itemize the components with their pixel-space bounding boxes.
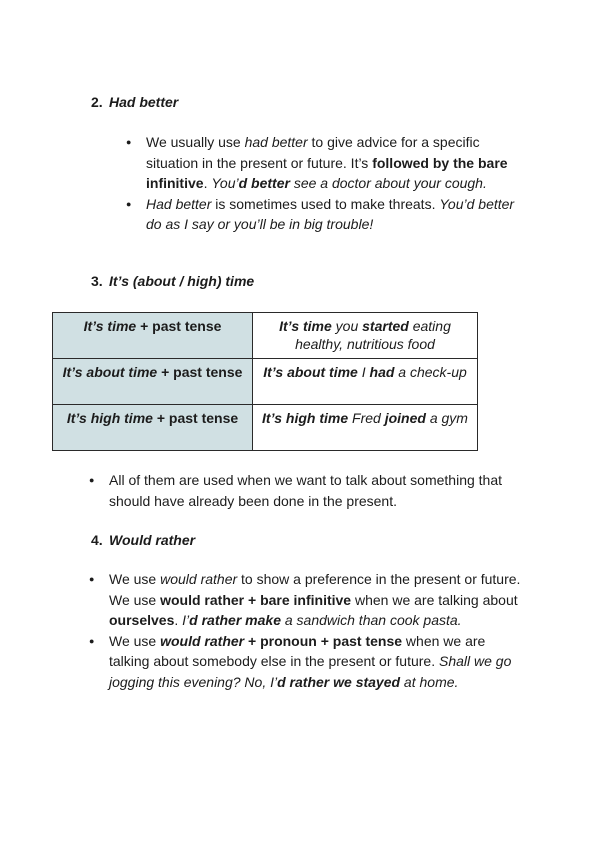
text-run: It’s about time [263,364,358,380]
heading-had-better [91,93,178,111]
heading-title: Would rather [109,532,196,548]
text-run: is sometimes used to make threats. [211,195,440,212]
text-run: We use [109,571,161,587]
text-run: followed by the bare infinitive [146,154,508,191]
text-run: I’ [182,612,190,628]
text-run: I [357,364,370,380]
its-time-table [52,312,478,451]
table-cell-structure [53,405,253,451]
text-run: . [203,175,212,191]
list-item [146,194,516,235]
text-run: had better [244,134,308,150]
text-run: to give advice for a specific situation in the present or future. It’s [146,134,480,171]
table-cell-example [253,313,478,359]
text-run: a sandwich than cook pasta. [280,612,462,628]
its-time-bullet-list [109,470,514,511]
table-row [53,405,478,451]
text-run: It’s high time [66,410,153,426]
text-run: when we are talking about [351,591,518,608]
heading-number: 3. [91,273,103,289]
text-run: d rather make [189,612,281,628]
text-run: at home. [400,673,459,690]
text-run: to show a preference in the present or future. We use [109,571,521,608]
heading-number: 2. [91,94,103,110]
text-run: You’d better do as I say or you’ll be in big trouble! [146,195,515,232]
text-run: Fred [348,410,385,426]
text-run: ourselves [109,612,175,628]
text-run: Shall we go jogging this evening? No, I’ [109,653,512,690]
text-run: It’s time [83,318,137,334]
text-run: + past tense [157,364,243,380]
text-run: It’s high time [262,410,349,426]
text-run: started [362,318,409,334]
text-run: d better [238,175,290,191]
text-run: It’s about time [62,364,158,380]
text-run: + past tense [136,318,222,334]
table-cell-example [253,405,478,451]
list-item [109,569,521,631]
text-run: Had better [146,195,212,212]
text-run: would rather + bare infinitive [160,591,352,608]
heading-number: 4. [91,532,103,548]
table-row [53,313,478,359]
text-run: . [174,612,183,628]
heading-would-rather [91,531,195,549]
table-cell-structure [53,359,253,405]
table-cell-example [253,359,478,405]
text-run: had [369,364,395,380]
would-rather-bullet-list [109,569,521,692]
text-run: when we are talking about somebody else in the present or future. [109,632,486,669]
list-item: ● All of them are used when we want to talk about something that should have already been done in the present. [109,470,514,511]
text-run: We usually use [146,134,245,150]
text-run: would rather [160,632,245,649]
text-run: You’ [211,175,239,191]
list-item [109,631,521,693]
list-item [146,132,516,194]
text-run: would rather [160,571,238,587]
text-run: We use [109,632,161,649]
heading-title: It’s (about / high) time [109,273,255,289]
text-run: It’s time [279,318,332,334]
heading-its-time [91,272,254,290]
heading-title: Had better [109,94,179,110]
text-run: joined [384,410,426,426]
table-row [53,359,478,405]
text-run: + past tense [152,410,239,426]
text-run: a check-up [394,364,467,380]
text-run: eating healthy, nutritious food [295,318,451,352]
text-run: see a doctor about your cough. [289,175,487,191]
table-cell-structure [53,313,253,359]
text-run: a gym [425,410,468,426]
had-better-bullet-list [146,132,516,235]
text-run: + pronoun + past tense [244,632,403,649]
text-run: d rather we stayed [277,673,401,690]
text-run: you [331,318,363,334]
